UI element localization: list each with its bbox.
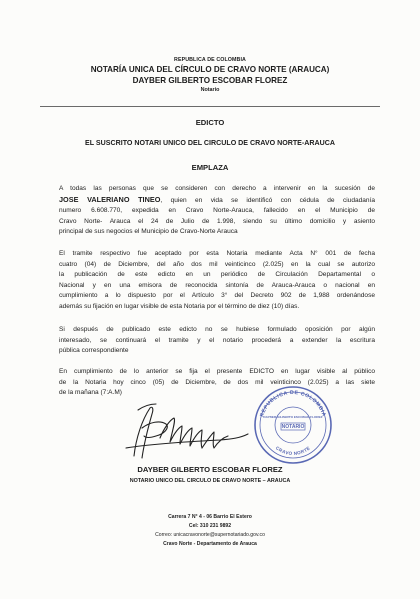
paragraph-line: de la mañana (7:A.M) [59,389,122,397]
header-role: Notario [200,87,220,93]
signature-title: NOTARIO UNICO DEL CIRCULO DE CRAVO NORTE – ARAUCA [129,478,291,484]
svg-text:DAYBER GILBERTO ESCOBAR FLOREZ: DAYBER GILBERTO ESCOBAR FLOREZ [263,415,323,419]
paragraph-line: principal de sus negocios el Municipio de Cravo-Norte Arauca [59,228,238,236]
paragraph-line: numero 6.608.770, expedida en Cravo Norte-Arauca, fallecido en el Municipio de [59,207,375,215]
paragraph-line: cumplimiento a lo dispuesto por el Artículo 3° del Decreto 902 de 1,988 ordenándose [59,292,375,300]
paragraph-line: Si después de publicado este edicto no se hubiese formulado oposición por algún [59,326,375,333]
document-title: EDICTO [195,118,225,127]
footer-phone: Cel: 310 231 9892 [188,523,232,529]
notary-seal-stamp [252,384,334,466]
paragraph-line: además su fijación en lugar visible de esta Notaria por el término de diez (10) días. [59,302,300,310]
paragraph-line: A todas las personas que se consideren con derecho a intervenir en la sucesión de [59,185,375,192]
paragraph-opposition [59,325,375,357]
paragraph-line: cuatro (04) de Diciembre, del año dos mil veinticinco (2.025) en la cual se autorizo [59,260,375,268]
paragraph-heirs [59,184,375,238]
paragraph-procedure [59,249,375,313]
header-office: NOTARÍA UNICA DEL CÍRCULO DE CRAVO NORTE (ARAUCA) [90,65,330,74]
paragraph-line: pública correspondiente [59,347,129,355]
paragraph-line: de la Notaria hoy cinco (05) de Diciembre, de dos mil veinticinco (2.025) a las siete [59,378,375,386]
handwritten-signature [120,398,260,468]
paragraph-line: Nacional y en una emisora de reconocida sintonía de Arauca-Arauca o nacional en [59,281,375,289]
document-subtitle: EL SUSCRITO NOTARI UNICO DEL CIRCULO DE CRAVO NORTE-ARAUCA [85,139,335,147]
header-divider [40,106,380,107]
footer-city: Cravo Norte - Departamento de Arauca [163,541,257,547]
svg-text:CRAVO NORTE: CRAVO NORTE [274,445,312,457]
paragraph-line [59,195,375,207]
paragraph-line: la publicación de este edicto en un periódico de Circulación Departamental o [59,271,375,279]
footer-email[interactable]: Correo: unicacravonorte@supernotariado.gov.co [155,532,265,538]
deceased-name: JOSE VALERIANO TINEO [59,194,161,204]
svg-text:NOTARIO: NOTARIO [281,424,305,430]
header-country: REPUBLICA DE COLOMBIA [174,57,246,63]
signature-name: DAYBER GILBERTO ESCOBAR FLOREZ [137,465,283,474]
paragraph-line: El tramite respectivo fue aceptado por esta Notaria mediante Acta N° 001 de fecha [59,250,375,257]
footer-address: Carrera 7 N° 4 - 06 Barrio El Estero [168,514,252,520]
paragraph-line-rest: , quien en vida se identificó con cédula de ciudadanía [160,196,375,204]
document-action: EMPLAZA [191,163,229,172]
paragraph-line: En cumplimiento de lo anterior se fija el presente EDICTO en lugar visible al público [59,368,375,375]
paragraph-line: Cravo Norte- Arauca el 24 de Julio de 1.998, siendo su último domicilio y asiento [59,217,375,225]
header-notary-name: DAYBER GILBERTO ESCOBAR FLOREZ [132,76,288,85]
svg-text:REPUBLICA DE COLOMBIA: REPUBLICA DE COLOMBIA [259,389,327,418]
paragraph-line: interesado, se continuará el tramite y el notario procederá a extender la escritura [59,336,375,344]
